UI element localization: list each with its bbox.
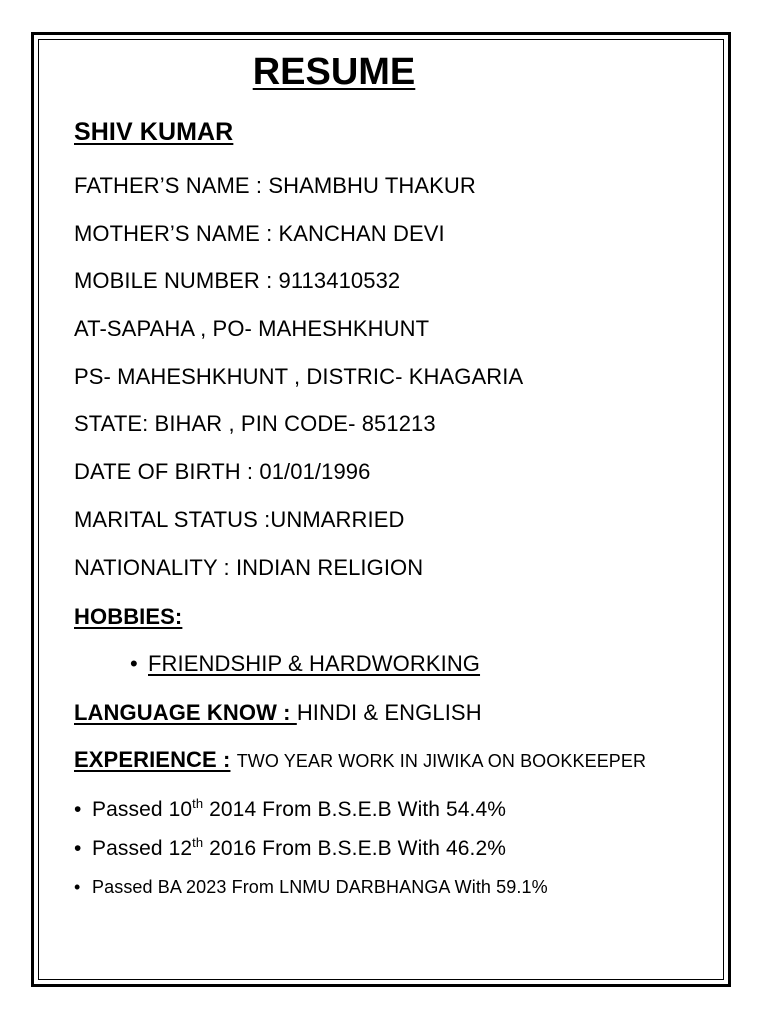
nationality-line: NATIONALITY : INDIAN RELIGION bbox=[74, 555, 424, 580]
experience-label: EXPERIENCE : bbox=[74, 747, 231, 772]
marital-status-line: MARITAL STATUS :UNMARRIED bbox=[74, 507, 405, 532]
resume-title: RESUME bbox=[252, 51, 416, 93]
father-name-line: FATHER’S NAME : SHAMBHU THAKUR bbox=[74, 173, 476, 198]
experience-value: TWO YEAR WORK IN JIWIKA ON BOOKKEEPER bbox=[236, 751, 647, 771]
education-item bbox=[74, 835, 506, 863]
education-text-suffix: 2014 From B.S.E.B With 54.4% bbox=[203, 798, 507, 821]
experience-line bbox=[74, 746, 646, 775]
education-text: Passed 12 bbox=[92, 837, 193, 860]
bullet-icon: • bbox=[74, 837, 82, 860]
hobbies-heading: HOBBIES: bbox=[74, 604, 183, 629]
date-of-birth-line: DATE OF BIRTH : 01/01/1996 bbox=[74, 459, 371, 484]
education-superscript: th bbox=[192, 835, 204, 850]
education-text-suffix: 2016 From B.S.E.B With 46.2% bbox=[203, 837, 507, 860]
bullet-icon: • bbox=[74, 877, 81, 897]
education-superscript: th bbox=[192, 796, 204, 811]
education-item bbox=[74, 796, 506, 824]
language-value: HINDI & ENGLISH bbox=[296, 700, 482, 725]
mother-name-line: MOTHER’S NAME : KANCHAN DEVI bbox=[74, 221, 445, 246]
mobile-number-line: MOBILE NUMBER : 9113410532 bbox=[74, 268, 401, 293]
address-line-1: AT-SAPAHA , PO- MAHESHKHUNT bbox=[74, 316, 430, 341]
education-item bbox=[74, 873, 548, 901]
education-text: Passed BA 2023 From LNMU DARBHANGA With 59.1% bbox=[92, 877, 548, 897]
hobby-text: FRIENDSHIP & HARDWORKING bbox=[148, 651, 481, 676]
hobby-item bbox=[130, 650, 480, 678]
address-line-2: PS- MAHESHKHUNT , DISTRIC- KHAGARIA bbox=[74, 364, 524, 389]
state-pin-line: STATE: BIHAR , PIN CODE- 851213 bbox=[74, 411, 436, 436]
bullet-icon: • bbox=[74, 798, 82, 821]
education-text: Passed 10 bbox=[92, 798, 193, 821]
candidate-name: SHIV KUMAR bbox=[74, 118, 234, 146]
language-label: LANGUAGE KNOW : bbox=[74, 700, 297, 725]
bullet-icon: • bbox=[130, 651, 138, 676]
language-line bbox=[74, 699, 482, 727]
